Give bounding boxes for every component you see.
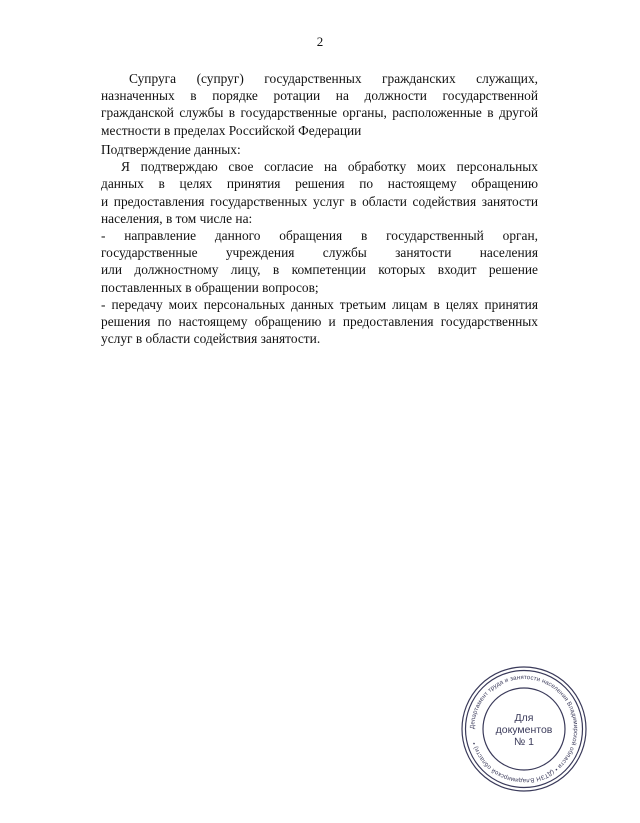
text-line: гражданской службы в государственные органы, расположенные в другой xyxy=(101,105,538,121)
text-line: назначенных в порядке ротации на должности государственной xyxy=(101,88,538,104)
consent-line: Я подтверждаю свое согласие на обработку моих персональных xyxy=(121,159,538,175)
page-number: 2 xyxy=(316,34,324,49)
stamp-center-line: Для xyxy=(514,712,534,724)
list-item-line: государственные учреждения службы занятости населения xyxy=(101,245,538,261)
consent-line: и предоставления государственных услуг в области содействия занятости xyxy=(101,193,538,209)
stamp-center-line: № 1 xyxy=(513,736,535,748)
list-item-line: поставленных в обращении вопросов; xyxy=(101,279,319,295)
confirmation-heading: Подтверждение данных: xyxy=(101,142,241,157)
list-item-line: услуг в области содействия занятости. xyxy=(101,331,321,347)
consent-line: населения, в том числе на: xyxy=(101,210,253,226)
consent-line: данных в целях принятия решения по настоящему обращению xyxy=(101,176,538,192)
text-line: местности в пределах Российской Федерации xyxy=(101,122,362,138)
list-item-line: или должностному лицу, в компетенции которых входит решение xyxy=(101,262,538,278)
text-line: Супруга (супруг) государственных гражданских служащих, xyxy=(129,71,538,86)
confirmation-section xyxy=(101,141,538,347)
spouse-paragraph xyxy=(101,70,538,139)
stamp-ring-text: Департамент труда и занятости населения Владимирской области • (ДТЗН Владимирской области) • xyxy=(468,673,580,785)
list-item-line: - передачу моих персональных данных третьим лицам в целях принятия xyxy=(101,296,538,312)
list-item-line: - направление данного обращения в государственный орган, xyxy=(101,228,538,244)
list-item-line: решения по настоящему обращению и предоставления государственных xyxy=(101,314,538,330)
stamp-center-line: документов xyxy=(495,724,553,736)
official-stamp xyxy=(459,664,589,794)
